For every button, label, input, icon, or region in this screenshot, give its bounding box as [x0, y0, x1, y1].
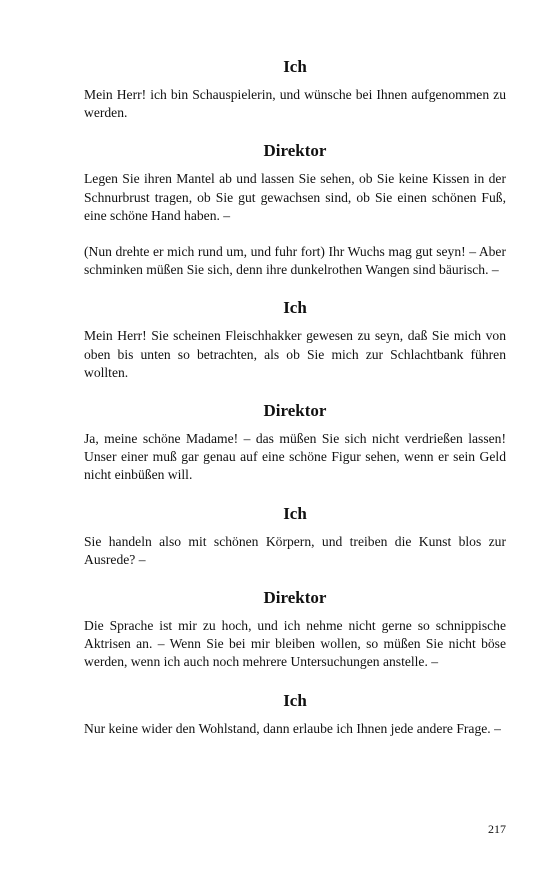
speaker-heading: Direktor — [263, 588, 327, 608]
dialogue-paragraph: Die Sprache ist mir zu hoch, und ich nehme nicht gerne so schnippische Aktrisen an. – Wenn Sie bei mir bleiben wollen, so müßen Sie nicht böse werden, wenn ich auch noch mehrere Untersuchungen anstelle. – — [84, 618, 506, 670]
dialogue-block-5 — [84, 503, 506, 569]
speaker-heading: Direktor — [263, 141, 327, 161]
dialogue-paragraph: (Nun drehte er mich rund um, und fuhr fort) Ihr Wuchs mag gut seyn! – Aber schminken müßen Sie sich, denn ihre dunkelrothen Wangen sind bäurisch. – — [84, 244, 506, 278]
dialogue-paragraph: Sie handeln also mit schönen Körpern, und treiben die Kunst blos zur Ausrede? – — [84, 533, 506, 567]
dialogue-paragraph: Ja, meine schöne Madame! – das müßen Sie sich nicht verdrießen lassen! Unser einer muß gar genau auf eine schöne Figur sehen, wenn er sein Geld nicht einbüßen will. — [84, 431, 506, 483]
dialogue-block-2 — [84, 140, 506, 279]
speaker-heading: Ich — [283, 57, 307, 76]
page-number: 217 — [488, 822, 506, 836]
page-body — [84, 56, 506, 756]
dialogue-block-6 — [84, 587, 506, 672]
dialogue-paragraph: Legen Sie ihren Mantel ab und lassen Sie sehen, ob Sie keine Kissen in der Schnurbrust tragen, ob Sie gut gewachsen sind, ob Sie einen schönen Fuß, eine schöne Hand haben. – — [84, 171, 506, 223]
speaker-heading: Ich — [283, 298, 307, 318]
dialogue-paragraph: Mein Herr! Sie scheinen Fleischhakker gewesen zu seyn, daß Sie mich von oben bis unten so betrachten, als ob Sie mich zur Schlachtbank führen wollten. — [84, 328, 506, 380]
speaker-heading: Ich — [283, 690, 307, 710]
speaker-heading: Direktor — [263, 401, 327, 421]
dialogue-block-7 — [84, 690, 506, 738]
dialogue-block-1 — [84, 56, 506, 122]
dialogue-paragraph: Mein Herr! ich bin Schauspielerin, und wünsche bei Ihnen aufgenommen zu werden. — [84, 87, 506, 121]
speaker-heading: Ich — [283, 503, 307, 523]
dialogue-block-4 — [84, 400, 506, 485]
dialogue-paragraph: Nur keine wider den Wohlstand, dann erlaube ich Ihnen jede andere Frage. – — [84, 720, 501, 736]
dialogue-block-3 — [84, 297, 506, 382]
